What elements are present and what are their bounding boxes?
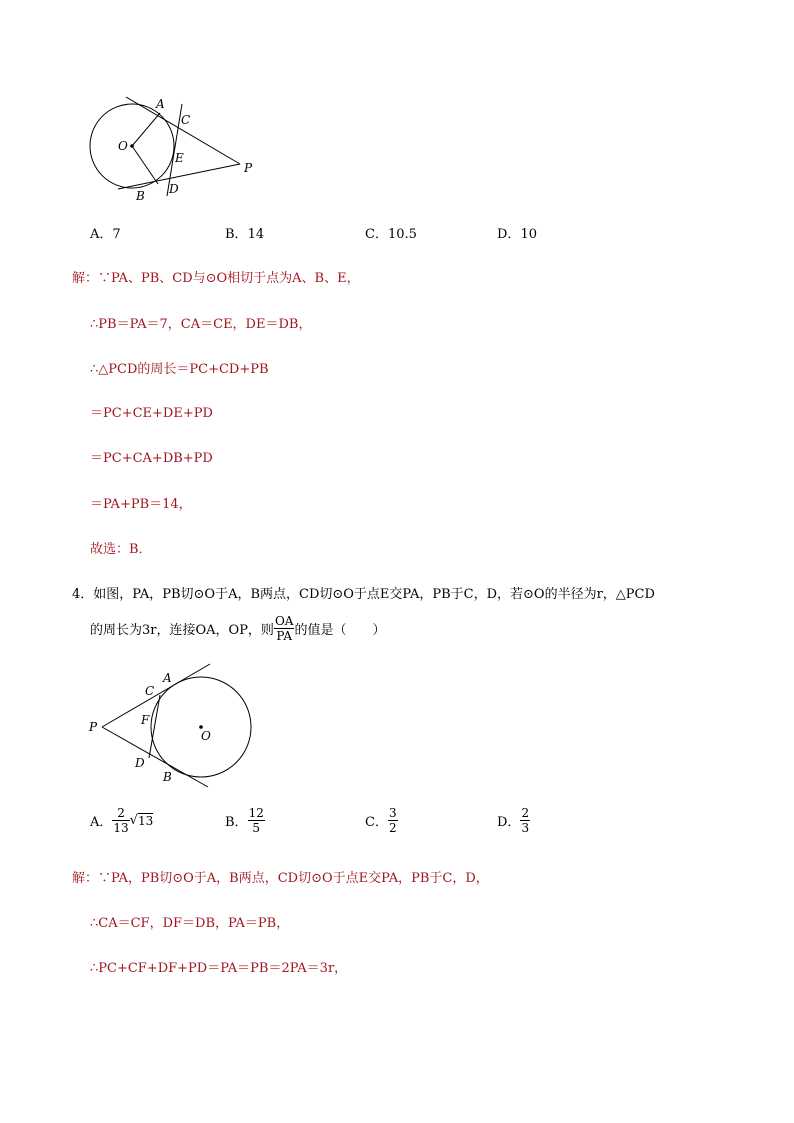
sol3-line-1: 解：∵PA、PB、CD与⊙O相切于点为A、B、E， xyxy=(72,271,360,286)
sol3-line-4: ＝PC+CE+DE+PD xyxy=(90,406,213,421)
q4-option-a: A． $\frac{2}{13}$ √13 xyxy=(90,806,154,835)
sol3-line-5: ＝PC+CA+DB+PD xyxy=(90,451,213,466)
sol3-line-3: ∴△PCD的周长＝PC+CD+PB xyxy=(90,362,269,377)
label-p: P xyxy=(244,161,253,175)
sol3-line-7: 故选：B． xyxy=(90,542,152,557)
center-point-o xyxy=(130,144,134,148)
label-e: E xyxy=(175,151,184,165)
label-o-2: O xyxy=(201,729,211,743)
label-c-2: C xyxy=(145,684,155,698)
radical-value: 13 xyxy=(137,813,154,828)
label-d: D xyxy=(169,182,179,196)
label-c: C xyxy=(181,113,191,127)
label-a: A xyxy=(156,97,165,111)
q4-number: 4． xyxy=(72,587,94,602)
figure-2-tangent-diagram xyxy=(85,660,265,790)
q3-option-d: D．10 xyxy=(497,227,537,242)
label-b-2: B xyxy=(163,770,172,784)
label-d-2: D xyxy=(135,756,145,770)
label-a-2: A xyxy=(163,671,172,685)
q3-option-c: C．10.5 xyxy=(365,227,417,242)
label-f-2: F xyxy=(141,713,150,727)
q4-option-c: C． $\frac{3}{2}$ xyxy=(365,806,397,835)
q4-line-2: 的周长为3r，连接OA，OP，则 $\frac{OA}{PA}$ 的值是（ ） xyxy=(90,614,386,643)
sol4-line-3: ∴PC+CF+DF+PD＝PA＝PB＝2PA＝3r， xyxy=(90,961,348,976)
radius-ob xyxy=(132,146,158,184)
q4-option-b: B． $\frac{12}{5}$ xyxy=(225,806,264,835)
tangent-line-pb-2 xyxy=(102,727,208,787)
q4-option-d: D． $\frac{2}{3}$ xyxy=(497,806,530,835)
sol4-line-2: ∴CA＝CF，DF＝DB，PA＝PB， xyxy=(90,916,290,931)
label-o: O xyxy=(118,139,128,153)
label-b: B xyxy=(136,189,145,203)
label-p-2: P xyxy=(89,720,98,734)
sol3-line-6: ＝PA+PB＝14， xyxy=(90,497,192,512)
sol4-line-1: 解：∵PA，PB切⊙O于A，B两点，CD切⊙O于点E交PA，PB于C，D， xyxy=(72,871,489,886)
sol3-line-2: ∴PB＝PA＝7，CA＝CE，DE＝DB， xyxy=(90,317,312,332)
q3-option-a: A．7 xyxy=(90,227,121,242)
q3-option-b: B．14 xyxy=(225,227,265,242)
radius-oa xyxy=(132,113,160,146)
q4-line-1: 4．如图，PA，PB切⊙O于A，B两点，CD切⊙O于点E交PA，PB于C，D，若⊙O的半径为r，△PCD xyxy=(72,587,655,602)
figure-1-tangent-diagram xyxy=(80,90,280,210)
tangent-line-pb xyxy=(118,164,240,189)
q4-fraction-oa-pa: $\frac{OA}{PA}$ xyxy=(274,614,294,643)
